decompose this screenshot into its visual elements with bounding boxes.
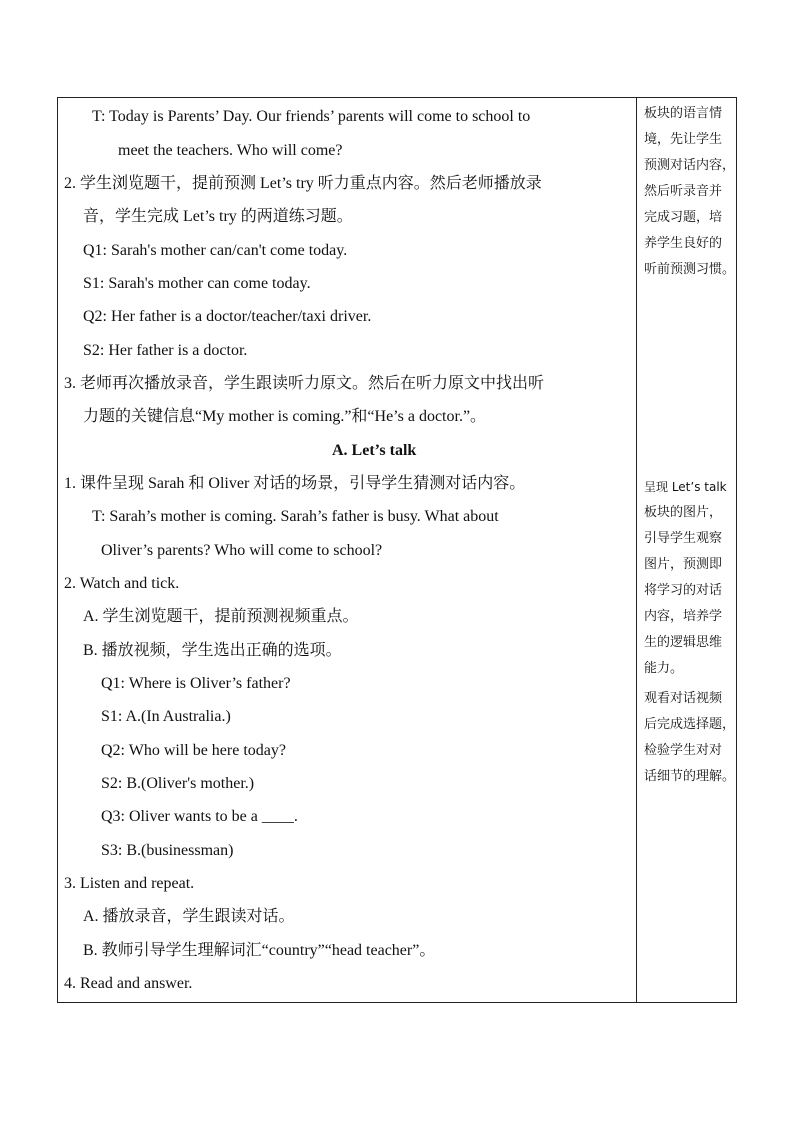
text-line: Oliver’s parents? Who will come to school? xyxy=(101,542,383,559)
text-line: T: Today is Parents’ Day. Our friends’ parents will come to school to xyxy=(92,108,531,125)
note-line: 养学生良好的 xyxy=(644,236,723,251)
text-line: Q2: Her father is a doctor/teacher/taxi driver. xyxy=(83,308,372,325)
note-line: 检验学生对对 xyxy=(644,743,723,758)
text-line: S2: Her father is a doctor. xyxy=(83,342,248,359)
text-line: 3. 老师再次播放录音，学生跟读听力原文。然后在听力原文中找出听 xyxy=(64,375,545,392)
text-line: Q1: Where is Oliver’s father? xyxy=(101,675,291,692)
text-line: 2. 学生浏览题干，提前预测 Let’s try 听力重点内容。然后老师播放录 xyxy=(64,175,542,192)
note-line: 境，先让学生 xyxy=(644,132,723,147)
text-line: S1: Sarah's mother can come today. xyxy=(83,275,311,292)
text-line: S2: B.(Oliver's mother.) xyxy=(101,775,255,792)
text-line: B. 播放视频，学生选出正确的选项。 xyxy=(83,642,342,659)
note-line: 能力。 xyxy=(644,661,684,676)
note-line: 图片，预测即 xyxy=(644,557,723,572)
text-line: S1: A.(In Australia.) xyxy=(101,708,231,725)
text-line: 3. Listen and repeat. xyxy=(64,875,195,892)
text-line: 音，学生完成 Let’s try 的两道练习题。 xyxy=(83,208,353,225)
note-line: 完成习题，培 xyxy=(644,210,723,225)
text-line: S3: B.(businessman) xyxy=(101,842,234,859)
text-line: 1. 课件呈现 Sarah 和 Oliver 对话的场景，引导学生猜测对话内容。 xyxy=(64,475,526,492)
text-line: A. 播放录音，学生跟读对话。 xyxy=(83,908,295,925)
note-line: 观看对话视频 xyxy=(644,691,723,706)
note-line: 生的逻辑思维 xyxy=(644,635,723,650)
note-line: 话细节的理解。 xyxy=(644,769,736,784)
text-line: 2. Watch and tick. xyxy=(64,575,180,592)
note-line: 将学习的对话 xyxy=(644,583,723,598)
note-line: 呈现 Let’s talk xyxy=(644,480,727,494)
note-line: 内容，培养学 xyxy=(644,609,723,624)
note-line: 后完成选择题， xyxy=(644,717,736,732)
text-line: meet the teachers. Who will come? xyxy=(118,142,343,159)
text-line: 力题的关键信息“My mother is coming.”和“He’s a doctor.”。 xyxy=(83,408,487,425)
text-line: Q1: Sarah's mother can/can't come today. xyxy=(83,242,348,259)
note-line: 板块的语言情 xyxy=(644,106,723,121)
note-line: 然后听录音并 xyxy=(644,184,723,199)
text-line: A. 学生浏览题干，提前预测视频重点。 xyxy=(83,608,359,625)
note-line: 引导学生观察 xyxy=(644,531,723,546)
text-line: 4. Read and answer. xyxy=(64,975,193,992)
note-line: 听前预测习惯。 xyxy=(644,262,736,277)
section-heading: A. Let’s talk xyxy=(332,442,417,459)
text-line: Q3: Oliver wants to be a ____. xyxy=(101,808,298,825)
text-line: B. 教师引导学生理解词汇“country”“head teacher”。 xyxy=(83,942,436,959)
note-line: 预测对话内容， xyxy=(644,158,736,173)
text-line: Q2: Who will be here today? xyxy=(101,742,286,759)
text-line: T: Sarah’s mother is coming. Sarah’s father is busy. What about xyxy=(92,508,499,525)
note-line: 板块的图片， xyxy=(644,505,723,520)
